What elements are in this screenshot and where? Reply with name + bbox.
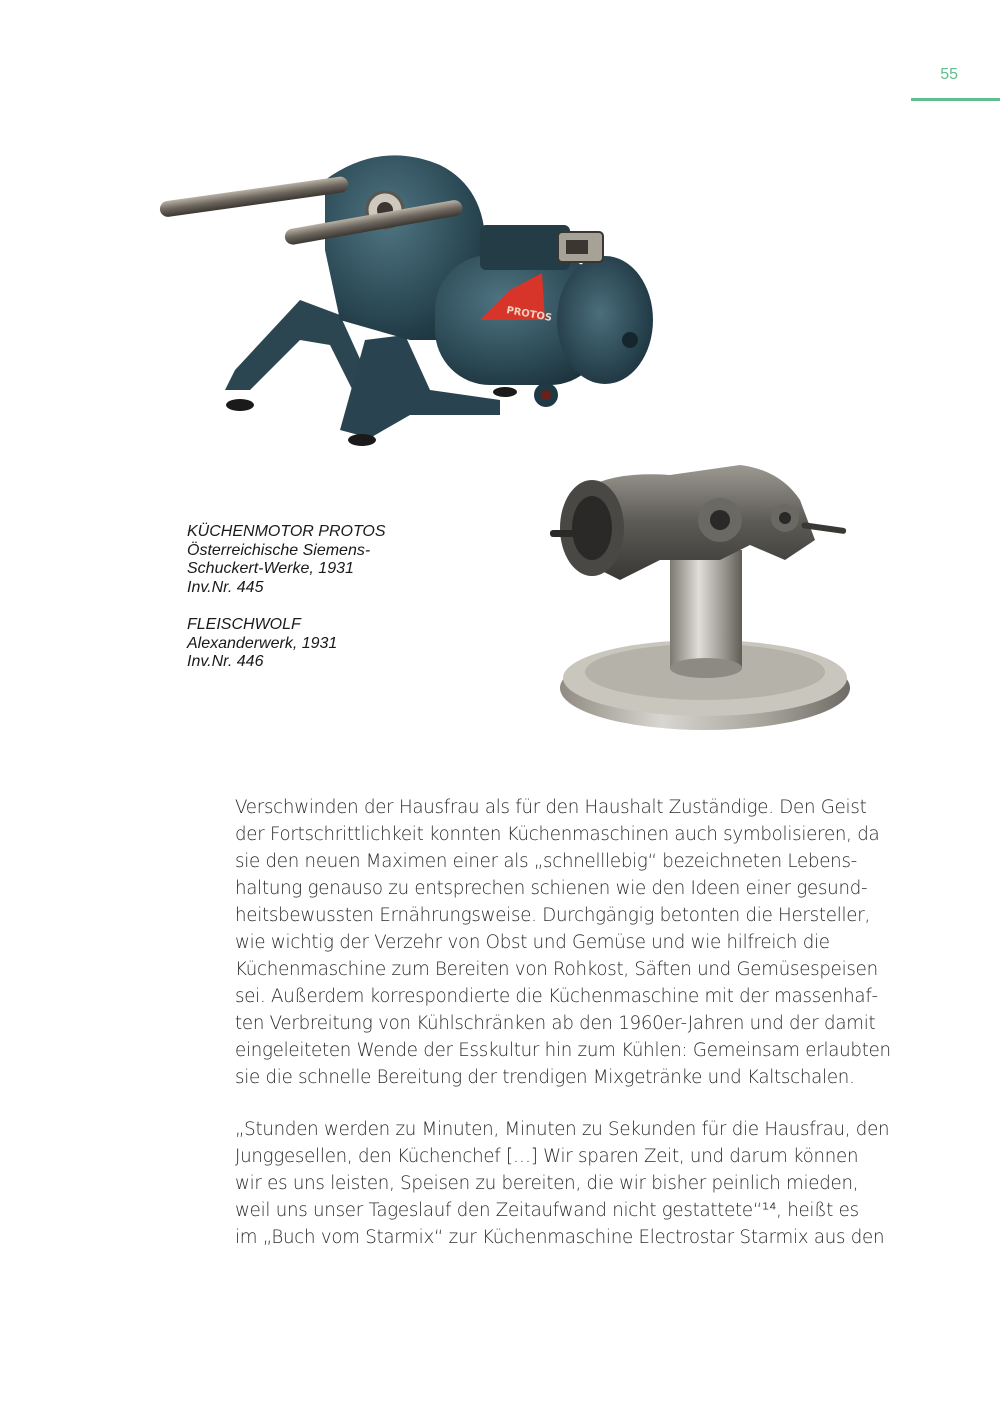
text-line: Küchenmaschine zum Bereiten von Rohkost, Säften und Gemüsespeisen (235, 959, 878, 980)
text-line: eingeleiteten Wende der Esskultur hin zum Kühlen: Gemeinsam erlaubten (235, 1040, 891, 1061)
body-text (235, 794, 895, 1276)
caption-title: KÜCHENMOTOR PROTOS (187, 523, 386, 540)
text-line: wie wichtig der Verzehr von Obst und Gemüse und wie hilfreich die (235, 932, 830, 953)
paragraph-2 (235, 1116, 895, 1251)
kitchen-motor-photo (150, 140, 670, 460)
caption-inventory: Inv.Nr. 446 (187, 653, 264, 670)
text-line: sie den neuen Maximen einer als „schnelllebig“ bezeichneten Lebens- (235, 851, 857, 872)
caption-kuechenmotor (187, 523, 447, 597)
meat-grinder-photo (540, 450, 860, 750)
caption-line: Schuckert-Werke, 1931 (187, 560, 354, 577)
text-line: im „Buch vom Starmix“ zur Küchenmaschine Electrostar Starmix aus den (235, 1227, 885, 1248)
text-line: Verschwinden der Hausfrau als für den Haushalt Zuständige. Den Geist (235, 797, 867, 818)
caption-fleischwolf (187, 616, 447, 672)
text-line: weil uns unser Tageslauf den Zeitaufwand nicht gestattete“¹⁴, heißt es (235, 1200, 859, 1221)
text-line: haltung genauso zu entsprechen schienen wie den Ideen einer gesund- (235, 878, 868, 899)
caption-title: FLEISCHWOLF (187, 616, 301, 633)
image-captions (187, 523, 447, 691)
text-line: „Stunden werden zu Minuten, Minuten zu Sekunden für die Hausfrau, den (235, 1119, 890, 1140)
text-line: der Fortschrittlichkeit konnten Küchenmaschinen auch symbolisieren, da (235, 824, 880, 845)
protos-badge-text: PROTOS (505, 305, 553, 324)
text-line: sie die schnelle Bereitung der trendigen Mixgetränke und Kaltschalen. (235, 1067, 855, 1088)
text-line: Junggesellen, den Küchenchef […] Wir sparen Zeit, und darum können (235, 1146, 859, 1167)
paragraph-1 (235, 794, 895, 1091)
caption-inventory: Inv.Nr. 445 (187, 578, 264, 596)
page-number-rule (911, 98, 1000, 101)
caption-line: Alexanderwerk, 1931 (187, 634, 338, 652)
caption-line: Österreichische Siemens- (187, 541, 371, 559)
text-line: heitsbewussten Ernährungsweise. Durchgängig betonten die Hersteller, (235, 905, 871, 926)
text-line: sei. Außerdem korrespondierte die Küchenmaschine mit der massenhaf- (235, 986, 878, 1007)
page-number: 55 (940, 66, 958, 83)
text-line: ten Verbreitung von Kühlschränken ab den 1960er-Jahren und der damit (235, 1013, 876, 1034)
text-line: wir es uns leisten, Speisen zu bereiten, die wir bisher peinlich mieden, (235, 1173, 859, 1194)
